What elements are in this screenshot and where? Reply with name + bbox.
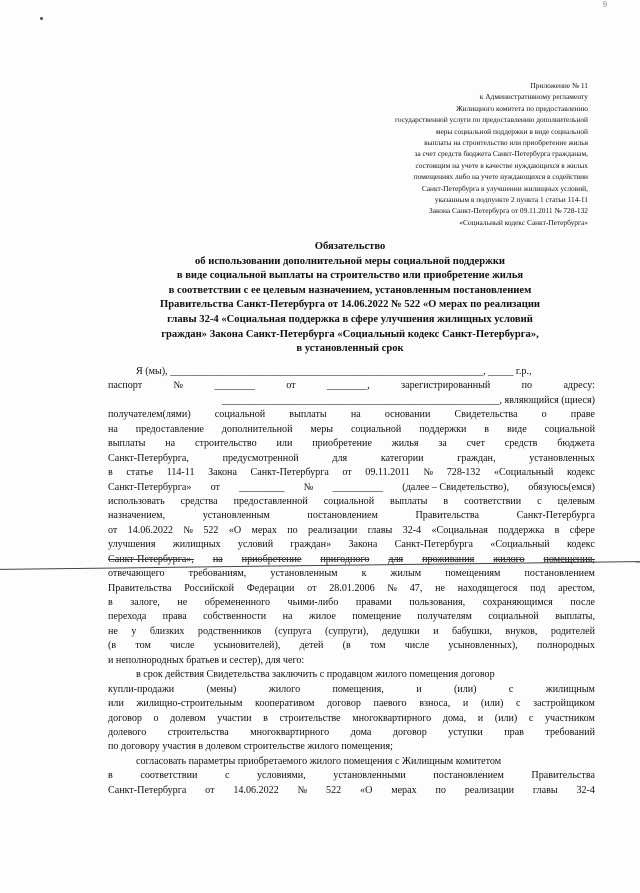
word: __________	[332, 481, 384, 493]
word: перехода	[108, 611, 147, 623]
word: ________,	[326, 380, 370, 392]
word: жилое	[308, 611, 336, 623]
word: находящегося	[457, 582, 518, 594]
body-line	[108, 466, 595, 480]
word: Российской	[184, 582, 235, 594]
body-line	[108, 379, 595, 393]
body-line	[108, 740, 595, 754]
word: праве	[570, 409, 595, 421]
word: дома	[350, 726, 372, 738]
word: Федерации	[246, 582, 295, 594]
word: установленных	[529, 452, 595, 464]
word: о	[153, 712, 159, 724]
word: с	[508, 683, 514, 695]
word: на	[108, 423, 118, 435]
word: помещения,	[332, 683, 384, 695]
body-line	[108, 668, 595, 682]
body-line	[108, 625, 595, 639]
title-line: в виде социальной выплаты на строительство или приобретение жилья	[176, 270, 524, 282]
word: реализации	[464, 784, 515, 796]
word: не	[435, 582, 445, 594]
word: Закона	[208, 467, 237, 479]
word: Санкт-Петербурга,	[108, 452, 189, 464]
word: зарегистрированный	[401, 380, 491, 392]
word: под	[530, 582, 546, 594]
word: кооперативом	[255, 698, 315, 710]
body-line	[108, 524, 595, 538]
word: «Социальный	[490, 539, 550, 551]
body-line	[108, 610, 595, 624]
body-line	[108, 553, 595, 567]
word: выплаты,	[555, 611, 595, 623]
word: том	[369, 640, 386, 652]
body-line	[108, 394, 595, 408]
word: от	[108, 524, 118, 536]
word: установленными	[333, 770, 406, 782]
word: главы	[532, 784, 558, 796]
word: предоставленной	[233, 495, 308, 507]
word: 47,	[409, 582, 423, 594]
word: с	[224, 770, 230, 782]
word: купли-продажи	[108, 683, 175, 695]
word: родственников	[197, 625, 262, 637]
appendix-line: «Социальный кодекс Санкт-Петербурга»	[459, 217, 588, 227]
word: арестом,	[558, 582, 595, 594]
appendix-line: государственной услуги по предоставлению дополнительной	[395, 115, 588, 125]
word: строительство	[194, 438, 257, 450]
word: социальной	[350, 423, 402, 435]
word: и	[433, 625, 439, 637]
word: у	[131, 625, 137, 637]
word: с	[537, 495, 542, 507]
word: адресу:	[563, 380, 595, 392]
word: жилого	[268, 683, 301, 695]
word: помещение	[352, 611, 401, 623]
word: для	[388, 553, 404, 565]
word: требованиям,	[188, 568, 247, 580]
word: назначением,	[108, 510, 166, 522]
word: Санкт-Петербурга	[394, 539, 473, 551]
appendix-line: выплаты на строительство или приобретение жилья	[424, 138, 588, 148]
word: от	[205, 784, 215, 796]
word: от	[210, 481, 220, 493]
word: улучшения	[108, 539, 156, 551]
word: (мены)	[206, 683, 237, 695]
word: дополнительной	[221, 423, 293, 435]
word: дедушки	[381, 625, 420, 637]
title-line: главы 32-4 «Социальная поддержка в сфере улучшения жилищных условий	[167, 313, 533, 325]
word: от	[286, 380, 296, 392]
body-line	[108, 509, 595, 523]
body-line	[108, 755, 595, 769]
word: числе	[404, 640, 430, 652]
word: меры	[310, 423, 334, 435]
word: помещения,	[543, 553, 595, 565]
word: №	[183, 524, 194, 536]
body-line	[108, 639, 595, 653]
word: мерах	[391, 784, 417, 796]
word: кодекс	[566, 467, 595, 479]
document-body	[108, 365, 595, 798]
title-line: в установленный срок	[296, 343, 404, 355]
word: предусмотренной	[222, 452, 299, 464]
word: родителей	[550, 625, 595, 637]
word: социальной	[544, 423, 595, 435]
word: 114-11	[166, 467, 195, 479]
title-line: граждан» Закона Санкт-Петербурга «Социальный кодекс Санкт-Петербурга»,	[161, 328, 539, 340]
word: жилья	[391, 438, 419, 450]
body-line	[108, 452, 595, 466]
word: по	[287, 524, 298, 536]
word: №	[173, 380, 184, 392]
word: мерах	[251, 524, 277, 536]
body-line	[108, 596, 595, 610]
word: собственности	[203, 611, 267, 623]
appendix-line: помещениях либо на учете нуждающихся в содействии	[413, 172, 588, 182]
word: бюджета	[557, 438, 595, 450]
word: установленным	[202, 510, 270, 522]
word: №	[387, 582, 398, 594]
word: виде	[506, 423, 527, 435]
body-line	[108, 423, 595, 437]
title-line: в соответствии с ее целевым назначением, установленным постановлением	[168, 284, 532, 296]
corner-mark: 9	[603, 0, 607, 9]
appendix-line: Приложение № 11	[530, 81, 588, 90]
word: использовать	[108, 495, 165, 507]
word: или	[276, 438, 293, 450]
word: числе	[170, 640, 195, 652]
word: социальной	[214, 409, 266, 421]
word: реализации	[307, 524, 358, 536]
word: сохраняющимся	[482, 597, 553, 608]
line-text: _______________________________________________________, являющийся (щиеся)	[221, 394, 595, 406]
word: проживания	[422, 553, 475, 565]
word: приобретение	[312, 438, 372, 450]
word: в	[108, 467, 113, 479]
word: 522	[326, 784, 342, 796]
word: в	[263, 712, 268, 724]
word: главы	[367, 524, 393, 536]
word: не	[108, 625, 118, 637]
word: граждан,	[457, 452, 496, 464]
word: «Социальный	[493, 467, 554, 479]
title-line: об использовании дополнительной меры социальной поддержки	[194, 255, 506, 267]
word: внуков,	[505, 625, 538, 637]
word: прав	[504, 726, 524, 738]
word: средств	[504, 438, 538, 450]
word: Правительства	[108, 582, 172, 594]
word: застройщиком	[533, 698, 595, 710]
word: Санкт-Петербурга»,	[108, 553, 194, 565]
word: выплаты	[289, 409, 327, 421]
word: договор	[392, 726, 427, 738]
word: жилищным	[545, 683, 595, 695]
word: строительстве	[279, 712, 341, 724]
word: паспорт	[108, 380, 143, 392]
word: долевом	[170, 712, 206, 724]
word: Правительства	[415, 510, 480, 522]
word: бабушки,	[452, 625, 493, 637]
word: правами	[355, 597, 392, 608]
word: (в	[342, 640, 351, 652]
word: категории	[380, 452, 424, 464]
word: близких	[149, 625, 185, 637]
word: социальной	[323, 495, 375, 507]
word: жилого	[493, 553, 525, 565]
word: соответствии	[464, 495, 522, 507]
body-line	[108, 697, 595, 711]
word: с	[516, 698, 521, 710]
word: №	[303, 481, 314, 493]
word: том	[135, 640, 151, 652]
word: (далее – Свидетельство),	[402, 481, 509, 493]
appendix-line: за счет средств бюджета Санкт-Петербурга гражданам,	[414, 149, 588, 159]
word: Санкт-Петербурга»	[108, 481, 192, 493]
body-line	[108, 365, 595, 379]
word: не	[177, 597, 188, 608]
word: взноса,	[419, 698, 451, 710]
word: постановлением	[524, 568, 595, 580]
word: постановлением	[433, 770, 504, 782]
word: выплаты	[108, 438, 146, 450]
appendix-line: состоящим на учете в качестве нуждающихся в жилых	[415, 160, 588, 170]
word: или	[108, 698, 124, 710]
word: по	[521, 380, 533, 392]
word: договор	[108, 712, 142, 724]
body-line	[108, 481, 595, 495]
appendix-line: Закона Санкт-Петербурга от 09.11.2011 № 728-132	[429, 206, 588, 216]
word: 522	[203, 524, 219, 536]
word: к	[361, 568, 367, 580]
body-line	[108, 654, 595, 668]
title-line: Правительства Санкт-Петербурга от 14.06.2022 № 522 «О мерах по реализации	[159, 299, 541, 311]
word: многоквартирного	[250, 726, 330, 738]
word: строительства	[167, 726, 229, 738]
appendix-note	[318, 80, 588, 228]
word: сфере	[569, 524, 595, 536]
word: на	[212, 553, 223, 565]
word: после	[570, 597, 595, 608]
word: установленным	[270, 568, 338, 580]
line-text: и неполнородных братьев и сестер), для чего:	[108, 654, 305, 666]
line-text: по договору участия в долевом строительстве жилого помещения;	[108, 741, 393, 753]
appendix-line: указанным в подпункте 2 пункта 1 статьи 114-11	[434, 195, 588, 205]
word: права	[162, 611, 187, 623]
word: получателем(лями)	[108, 409, 191, 421]
word: договор	[327, 698, 361, 710]
word: 728-132	[446, 467, 481, 479]
word: Правительства	[531, 770, 595, 782]
word: Санкт-Петербурга	[516, 510, 595, 522]
word: и	[462, 698, 469, 710]
word: на	[165, 438, 176, 450]
word: (или)	[494, 712, 518, 724]
word: получателям	[417, 611, 472, 623]
word: усыновителей),	[213, 640, 281, 652]
word: целевым	[557, 495, 595, 507]
word: Санкт-Петербурга	[108, 784, 187, 796]
word: для	[332, 452, 348, 464]
word: жилищно-строительным	[136, 698, 243, 710]
line-text: в срок действия Свидетельства заключить с продавцом жилого помещения договор	[136, 669, 495, 681]
word: жилым	[390, 568, 422, 580]
word: с	[528, 712, 534, 724]
word: участии	[217, 712, 252, 724]
word: залоге,	[130, 597, 160, 608]
appendix-line: Жилищного комитета по предоставлению	[456, 103, 588, 113]
word: _________	[239, 481, 285, 493]
word: 28.01.2006	[329, 582, 375, 594]
word: полнородных	[536, 640, 595, 652]
word: долевого	[108, 726, 147, 738]
word: поддержка	[498, 524, 545, 536]
body-line	[108, 495, 595, 509]
word: на	[350, 409, 361, 421]
word: 32-4	[402, 524, 422, 536]
word: обремененного	[204, 597, 271, 608]
body-line	[108, 683, 595, 697]
body-line	[108, 437, 595, 451]
word: на	[282, 611, 293, 623]
word: кодекс	[567, 539, 595, 551]
word: обязуюсь(емся)	[528, 481, 595, 493]
line-text: Я (мы), ______________________________________________________________, _____ г.р.,	[136, 366, 532, 377]
word: пользования,	[409, 597, 466, 608]
word: (супруга	[274, 625, 312, 637]
word: предоставление	[135, 423, 204, 435]
word: (в	[108, 640, 117, 652]
body-line	[108, 769, 595, 783]
word: условиями,	[257, 770, 306, 782]
word: (супруги),	[324, 625, 369, 637]
title-line: Обязательство	[314, 241, 386, 252]
word: ________	[214, 380, 255, 392]
word: о	[541, 409, 547, 421]
word: детей	[299, 640, 324, 652]
word: пригодного	[320, 553, 370, 565]
body-line	[108, 408, 595, 422]
word: (или)	[480, 698, 504, 710]
word: «Социальная	[431, 524, 488, 536]
word: помещениям	[445, 568, 501, 580]
word: жилищных	[172, 539, 221, 551]
document-title	[110, 240, 590, 357]
line-text: согласовать параметры приобретаемого жилого помещения с Жилищным комитетом	[136, 755, 502, 767]
word: граждан»	[290, 539, 332, 551]
body-line	[108, 726, 595, 740]
word: выплаты	[390, 495, 428, 507]
body-line	[108, 582, 595, 596]
word: Санкт-Петербурга	[250, 467, 329, 479]
appendix-line: к Административному регламенту	[479, 92, 588, 102]
body-line	[108, 712, 595, 726]
word: №	[423, 467, 434, 479]
word: усыновленных),	[448, 640, 518, 652]
word: средства	[180, 495, 218, 507]
word: (или)	[453, 683, 477, 695]
scan-dot	[40, 17, 43, 20]
word: условий	[237, 539, 274, 551]
word: №	[297, 784, 308, 796]
word: «О	[228, 524, 242, 536]
word: постановлением	[307, 510, 378, 522]
word: в	[443, 495, 449, 507]
word: отвечающего	[108, 568, 165, 580]
word: от	[307, 582, 317, 594]
word: Закона	[348, 539, 378, 551]
word: основании	[384, 409, 431, 421]
word: соответствии	[140, 770, 198, 782]
word: в	[108, 770, 113, 782]
word: 09.11.2011	[365, 467, 410, 479]
word: счет	[466, 438, 485, 450]
word: и	[416, 683, 422, 695]
word: социальной	[488, 611, 539, 623]
word: участником	[544, 712, 595, 724]
word: Свидетельства	[454, 409, 518, 421]
word: 32-4	[576, 784, 595, 796]
appendix-line: меры социальной поддержки в виде социальной	[435, 126, 588, 136]
word: требований	[545, 726, 595, 738]
word: «О	[360, 784, 373, 796]
body-line	[108, 567, 595, 581]
word: и	[477, 712, 484, 724]
body-line	[108, 784, 595, 798]
word: статье	[126, 467, 154, 479]
word: в	[554, 524, 560, 536]
word: от	[342, 467, 352, 479]
word: за	[438, 438, 447, 450]
appendix-line: Санкт-Петербурга в улучшении жилищных условий,	[421, 183, 588, 193]
word: по	[435, 784, 446, 796]
word: паевого	[373, 698, 407, 710]
word: поддержки	[419, 423, 467, 435]
word: в	[108, 597, 113, 608]
word: 14.06.2022	[233, 784, 279, 796]
word: приобретение	[241, 553, 302, 565]
body-line	[108, 538, 595, 552]
word: уступки	[448, 726, 483, 738]
word: многоквартирного	[352, 712, 432, 724]
word: чьими-либо	[287, 597, 339, 608]
word: дома,	[442, 712, 467, 724]
word: в	[484, 423, 490, 435]
word: 14.06.2022	[127, 524, 174, 536]
